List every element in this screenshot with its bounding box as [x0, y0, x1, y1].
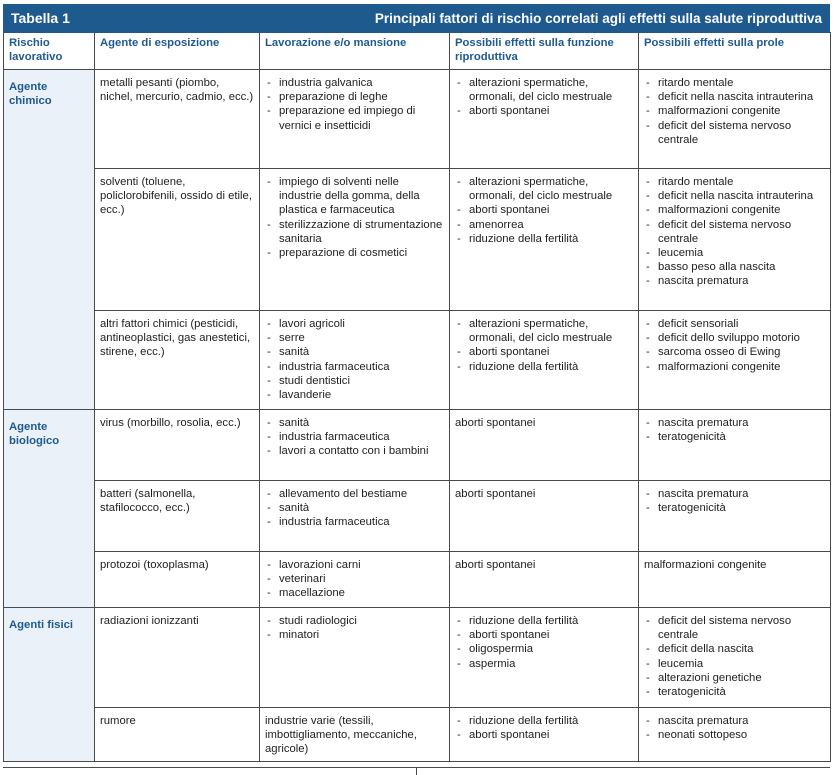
work-item: - lavanderie [265, 388, 444, 402]
offspring-effect-item: - nascita prematura [644, 487, 825, 501]
work-cell [260, 481, 450, 552]
bullet-list [455, 175, 633, 246]
agent-cell: solventi (toluene, policlorobifenili, ossido di etile, ecc.) [95, 169, 260, 311]
header-work: Lavorazione e/o mansione [260, 33, 450, 70]
bullet-list [644, 487, 825, 515]
risk-table-container [3, 4, 830, 762]
work-item: - lavori a contatto con i bambini [265, 444, 444, 458]
risk-category-cell: Agenti fisici [4, 608, 95, 762]
work-cell: industrie varie (tessili, imbottigliamento, meccaniche, agricole) [260, 708, 450, 762]
work-item: - preparazione ed impiego di vernici e insetticidi [265, 104, 444, 132]
repro-effects-cell [450, 608, 639, 708]
bullet-list [644, 416, 825, 444]
table-body [4, 70, 831, 762]
offspring-effects-cell [639, 410, 831, 481]
offspring-effects-cell [639, 311, 831, 410]
work-item: - sanità [265, 345, 444, 359]
bullet-list [265, 487, 444, 530]
work-item: - minatori [265, 628, 444, 642]
offspring-effect-item: - deficit dello sviluppo motorio [644, 331, 825, 345]
offspring-effect-item: - ritardo mentale [644, 76, 825, 90]
offspring-effect-item: - nascita prematura [644, 274, 825, 288]
offspring-effects-cell [639, 708, 831, 762]
work-item: - industria farmaceutica [265, 360, 444, 374]
table-title-bar [3, 4, 830, 32]
repro-effect-item: - riduzione della fertilità [455, 360, 633, 374]
work-item: - studi dentistici [265, 374, 444, 388]
offspring-effect-item: - leucemia [644, 246, 825, 260]
offspring-effect-item: - deficit nella nascita intrauterina [644, 189, 825, 203]
offspring-effect-item: - malformazioni congenite [644, 360, 825, 374]
bullet-list [644, 76, 825, 147]
repro-effects-cell [450, 311, 639, 410]
bullet-list [644, 614, 825, 699]
offspring-effect-item: - teratogenicità [644, 685, 825, 699]
work-item: - sanità [265, 501, 444, 515]
work-item: - veterinari [265, 572, 444, 586]
repro-effects-cell [450, 70, 639, 169]
agent-cell: rumore [95, 708, 260, 762]
offspring-effect-item: - basso peso alla nascita [644, 260, 825, 274]
repro-effects-cell [450, 169, 639, 311]
table-title: Principali fattori di rischio correlati agli effetti sulla salute riproduttiva [374, 10, 822, 26]
offspring-effects-cell: malformazioni congenite [639, 552, 831, 608]
table-row [4, 311, 831, 410]
work-item: - lavorazioni carni [265, 558, 444, 572]
work-cell [260, 70, 450, 169]
offspring-effect-item: - teratogenicità [644, 430, 825, 444]
repro-effect-item: - riduzione della fertilità [455, 232, 633, 246]
bullet-list [455, 317, 633, 374]
offspring-effect-item: - leucemia [644, 657, 825, 671]
bullet-list [455, 614, 633, 671]
repro-effect-item: - aborti spontanei [455, 104, 633, 118]
repro-effects-cell [450, 708, 639, 762]
table-row [4, 552, 831, 608]
repro-effect-item: - oligospermia [455, 642, 633, 656]
work-cell [260, 552, 450, 608]
risk-table [3, 32, 831, 762]
repro-effect-item: - aspermia [455, 657, 633, 671]
repro-effect-item: - alterazioni spermatiche, ormonali, del ciclo mestruale [455, 175, 633, 203]
repro-effect-item: - aborti spontanei [455, 728, 633, 742]
agent-cell: virus (morbillo, rosolia, ecc.) [95, 410, 260, 481]
repro-effects-cell: aborti spontanei [450, 552, 639, 608]
bullet-list [265, 416, 444, 459]
page-stub-line [416, 767, 417, 775]
header-repro-effects: Possibili effetti sulla funzione riproduttiva [450, 33, 639, 70]
table-row [4, 608, 831, 708]
repro-effect-item: - alterazioni spermatiche, ormonali, del ciclo mestruale [455, 76, 633, 104]
risk-category-cell: Agente chimico [4, 70, 95, 410]
repro-effect-item: - aborti spontanei [455, 345, 633, 359]
offspring-effect-item: - deficit del sistema nervoso centrale [644, 119, 825, 147]
bullet-list [265, 76, 444, 133]
header-agent: Agente di esposizione [95, 33, 260, 70]
risk-category-cell: Agente biologico [4, 410, 95, 608]
repro-effect-item: - aborti spontanei [455, 628, 633, 642]
bullet-list [265, 558, 444, 601]
offspring-effect-item: - sarcoma osseo di Ewing [644, 345, 825, 359]
offspring-effects-cell [639, 481, 831, 552]
work-item: - sanità [265, 416, 444, 430]
table-label: Tabella 1 [11, 10, 70, 26]
table-row [4, 708, 831, 762]
offspring-effect-item: - malformazioni congenite [644, 203, 825, 217]
offspring-effect-item: - ritardo mentale [644, 175, 825, 189]
repro-effect-item: - riduzione della fertilità [455, 714, 633, 728]
work-item: - allevamento del bestiame [265, 487, 444, 501]
work-item: - sterilizzazione di strumentazione sanitaria [265, 218, 444, 246]
header-risk: Rischio lavorativo [4, 33, 95, 70]
work-item: - studi radiologici [265, 614, 444, 628]
table-row [4, 70, 831, 169]
repro-effects-cell: aborti spontanei [450, 481, 639, 552]
offspring-effect-item: - deficit nella nascita intrauterina [644, 90, 825, 104]
work-cell [260, 608, 450, 708]
work-item: - impiego di solventi nelle industrie della gomma, della plastica e farmaceutica [265, 175, 444, 218]
bullet-list [265, 317, 444, 402]
offspring-effect-item: - deficit del sistema nervoso centrale [644, 614, 825, 642]
work-cell [260, 311, 450, 410]
offspring-effect-item: - teratogenicità [644, 501, 825, 515]
bullet-list [455, 714, 633, 742]
bullet-list [265, 614, 444, 642]
work-item: - industria farmaceutica [265, 430, 444, 444]
offspring-effects-cell [639, 169, 831, 311]
repro-effects-cell: aborti spontanei [450, 410, 639, 481]
table-header-row [4, 33, 831, 70]
work-cell [260, 410, 450, 481]
repro-effect-item: - aborti spontanei [455, 203, 633, 217]
bullet-list [644, 175, 825, 289]
offspring-effect-item: - nascita prematura [644, 714, 825, 728]
offspring-effects-cell [639, 608, 831, 708]
work-item: - industria farmaceutica [265, 515, 444, 529]
repro-effect-item: - amenorrea [455, 218, 633, 232]
work-cell [260, 169, 450, 311]
bullet-list [455, 76, 633, 119]
offspring-effect-item: - neonati sottopeso [644, 728, 825, 742]
work-item: - industria galvanica [265, 76, 444, 90]
offspring-effects-cell [639, 70, 831, 169]
table-row [4, 410, 831, 481]
work-item: - macellazione [265, 586, 444, 600]
agent-cell: radiazioni ionizzanti [95, 608, 260, 708]
bullet-list [644, 714, 825, 742]
header-offspring-effects: Possibili effetti sulla prole [639, 33, 831, 70]
offspring-effect-item: - deficit sensoriali [644, 317, 825, 331]
work-item: - preparazione di cosmetici [265, 246, 444, 260]
work-item: - serre [265, 331, 444, 345]
bullet-list [265, 175, 444, 260]
table-row [4, 481, 831, 552]
table-row [4, 169, 831, 311]
work-item: - lavori agricoli [265, 317, 444, 331]
offspring-effect-item: - nascita prematura [644, 416, 825, 430]
work-item: - preparazione di leghe [265, 90, 444, 104]
repro-effect-item: - alterazioni spermatiche, ormonali, del ciclo mestruale [455, 317, 633, 345]
agent-cell: protozoi (toxoplasma) [95, 552, 260, 608]
bullet-list [644, 317, 825, 374]
agent-cell: batteri (salmonella, stafilococco, ecc.) [95, 481, 260, 552]
offspring-effect-item: - deficit del sistema nervoso centrale [644, 218, 825, 246]
agent-cell: altri fattori chimici (pesticidi, antineoplastici, gas anestetici, stirene, ecc.) [95, 311, 260, 410]
offspring-effect-item: - deficit della nascita [644, 642, 825, 656]
offspring-effect-item: - malformazioni congenite [644, 104, 825, 118]
offspring-effect-item: - alterazioni genetiche [644, 671, 825, 685]
repro-effect-item: - riduzione della fertilità [455, 614, 633, 628]
agent-cell: metalli pesanti (piombo, nichel, mercurio, cadmio, ecc.) [95, 70, 260, 169]
